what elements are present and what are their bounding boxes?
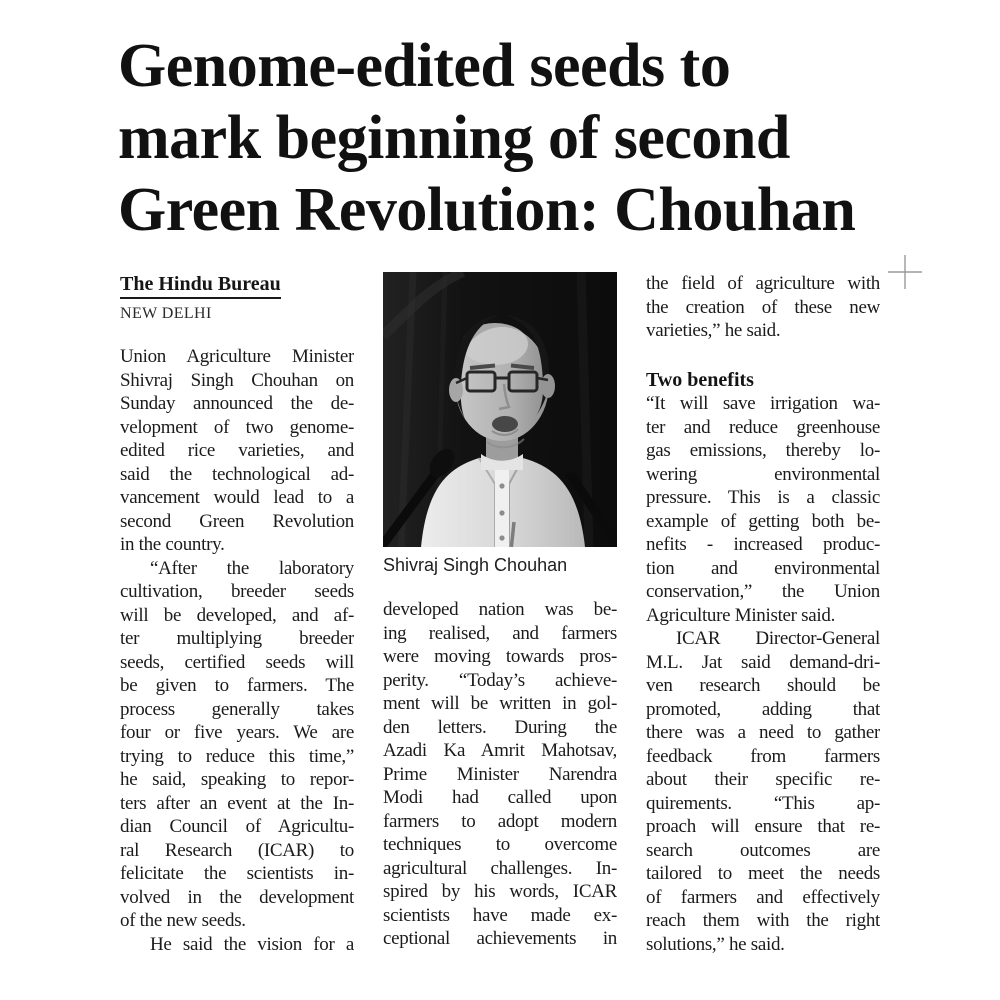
body-line: spired by his words, ICAR	[383, 881, 617, 902]
body-line: four or five years. We are	[120, 722, 354, 743]
body-line: developed nation was be-	[383, 599, 617, 620]
byline-location: NEW DELHI	[120, 305, 212, 322]
body-line: tailored to meet the needs	[646, 863, 880, 884]
body-line: nefits - increased produc-	[646, 534, 880, 555]
headline-line-1: Genome-edited seeds to	[118, 32, 731, 100]
body-line: ter and reduce greenhouse	[646, 416, 880, 438]
body-line: in the country.	[120, 534, 225, 555]
body-line: Azadi Ka Amrit Mahotsav,	[383, 740, 617, 761]
body-line: farmers to adopt modern	[383, 810, 617, 832]
body-line: ceptional achievements in	[383, 928, 617, 949]
photo-caption: Shivraj Singh Chouhan	[383, 555, 568, 575]
body-line: conservation,” the Union	[646, 581, 880, 602]
body-line: tion and environmental	[646, 557, 880, 579]
body-line: of the new seeds.	[120, 910, 246, 931]
body-line: He said the vision for a	[150, 933, 354, 955]
paragraph	[646, 627, 880, 956]
headline-line-2: mark beginning of second	[118, 104, 790, 172]
body-line: search outcomes are	[646, 839, 880, 861]
body-line: the field of agriculture with	[646, 273, 880, 294]
column-right	[646, 272, 880, 956]
body-line: of farmers and effectively	[646, 886, 880, 908]
body-line: seeds, certified seeds will	[120, 651, 354, 673]
body-line: den letters. During the	[383, 716, 617, 738]
column-middle	[383, 272, 617, 951]
column-right-body	[646, 272, 880, 956]
body-line: agricultural challenges. In-	[383, 857, 617, 879]
body-line: about their specific re-	[646, 769, 880, 790]
body-line: solutions,” he said.	[646, 933, 785, 955]
body-line: ing realised, and farmers	[383, 622, 617, 644]
body-line: said the technological ad-	[120, 463, 354, 485]
body-line: “After the laboratory	[150, 557, 354, 579]
body-line: there was a need to gather	[646, 722, 880, 743]
body-line: perity. “Today’s achieve-	[383, 669, 617, 691]
byline-author: The Hindu Bureau	[120, 272, 281, 299]
paragraph	[646, 272, 880, 343]
body-line: Shivraj Singh Chouhan on	[120, 369, 354, 391]
body-line: Prime Minister Narendra	[383, 763, 617, 785]
headline	[118, 30, 908, 246]
body-line: quirements. “This ap-	[646, 792, 880, 814]
body-line: Agriculture Minister said.	[646, 604, 836, 626]
body-line: varieties,” he said.	[646, 320, 781, 341]
body-line: ral Research (ICAR) to	[120, 839, 354, 861]
body-line: process generally takes	[120, 698, 354, 720]
paragraph	[120, 557, 354, 933]
body-line: were moving towards pros-	[383, 646, 617, 667]
portrait-photo-illustration	[383, 272, 617, 547]
byline-block	[120, 272, 354, 323]
body-line: wering environmental	[646, 463, 880, 485]
body-line: the creation of these new	[646, 296, 880, 318]
body-line: ters after an event at the In-	[120, 792, 354, 814]
column-left-body	[120, 345, 354, 956]
body-line: “It will save irrigation wa-	[646, 393, 880, 414]
body-line: Modi had called upon	[383, 787, 617, 808]
body-line: reach them with the right	[646, 910, 880, 931]
body-line: gas emissions, thereby lo-	[646, 440, 880, 461]
body-line: second Green Revolution	[120, 510, 354, 532]
body-line: promoted, adding that	[646, 698, 880, 720]
paragraph	[646, 392, 880, 627]
paragraph	[120, 345, 354, 557]
headline-line-3: Green Revolution: Chouhan	[118, 176, 856, 244]
body-line: example of getting both be-	[646, 510, 880, 532]
body-line: feedback from farmers	[646, 745, 880, 767]
body-line: volved in the development	[120, 886, 354, 908]
photo	[383, 272, 617, 547]
body-line: ment will be written in gol-	[383, 693, 617, 714]
body-line: ICAR Director-General	[676, 628, 880, 649]
column-middle-body	[383, 598, 617, 951]
paragraph	[383, 598, 617, 951]
body-line: ter multiplying breeder	[120, 628, 354, 649]
body-line: dian Council of Agricultu-	[120, 816, 354, 837]
body-line: Sunday announced the de-	[120, 393, 354, 414]
body-line: trying to reduce this time,”	[120, 745, 354, 767]
body-line: scientists have made ex-	[383, 904, 617, 926]
body-line: cultivation, breeder seeds	[120, 581, 354, 602]
body-line: edited rice varieties, and	[120, 440, 354, 461]
body-line: vancement would lead to a	[120, 487, 354, 508]
body-line: techniques to overcome	[383, 834, 617, 855]
paragraph	[120, 933, 354, 957]
article-columns	[120, 272, 882, 956]
body-line: ven research should be	[646, 675, 880, 696]
body-line: be given to farmers. The	[120, 675, 354, 696]
body-line: pressure. This is a classic	[646, 487, 880, 508]
body-line: Union Agriculture Minister	[120, 346, 354, 367]
body-line: proach will ensure that re-	[646, 816, 880, 837]
section-subhead: Two benefits	[646, 368, 754, 391]
body-line: felicitate the scientists in-	[120, 863, 354, 884]
body-line: will be developed, and af-	[120, 604, 354, 626]
body-line: velopment of two genome-	[120, 416, 354, 438]
body-line: he said, speaking to repor-	[120, 769, 354, 790]
crop-mark-icon	[888, 255, 922, 289]
column-left	[120, 272, 354, 956]
body-line: M.L. Jat said demand-dri-	[646, 651, 880, 673]
